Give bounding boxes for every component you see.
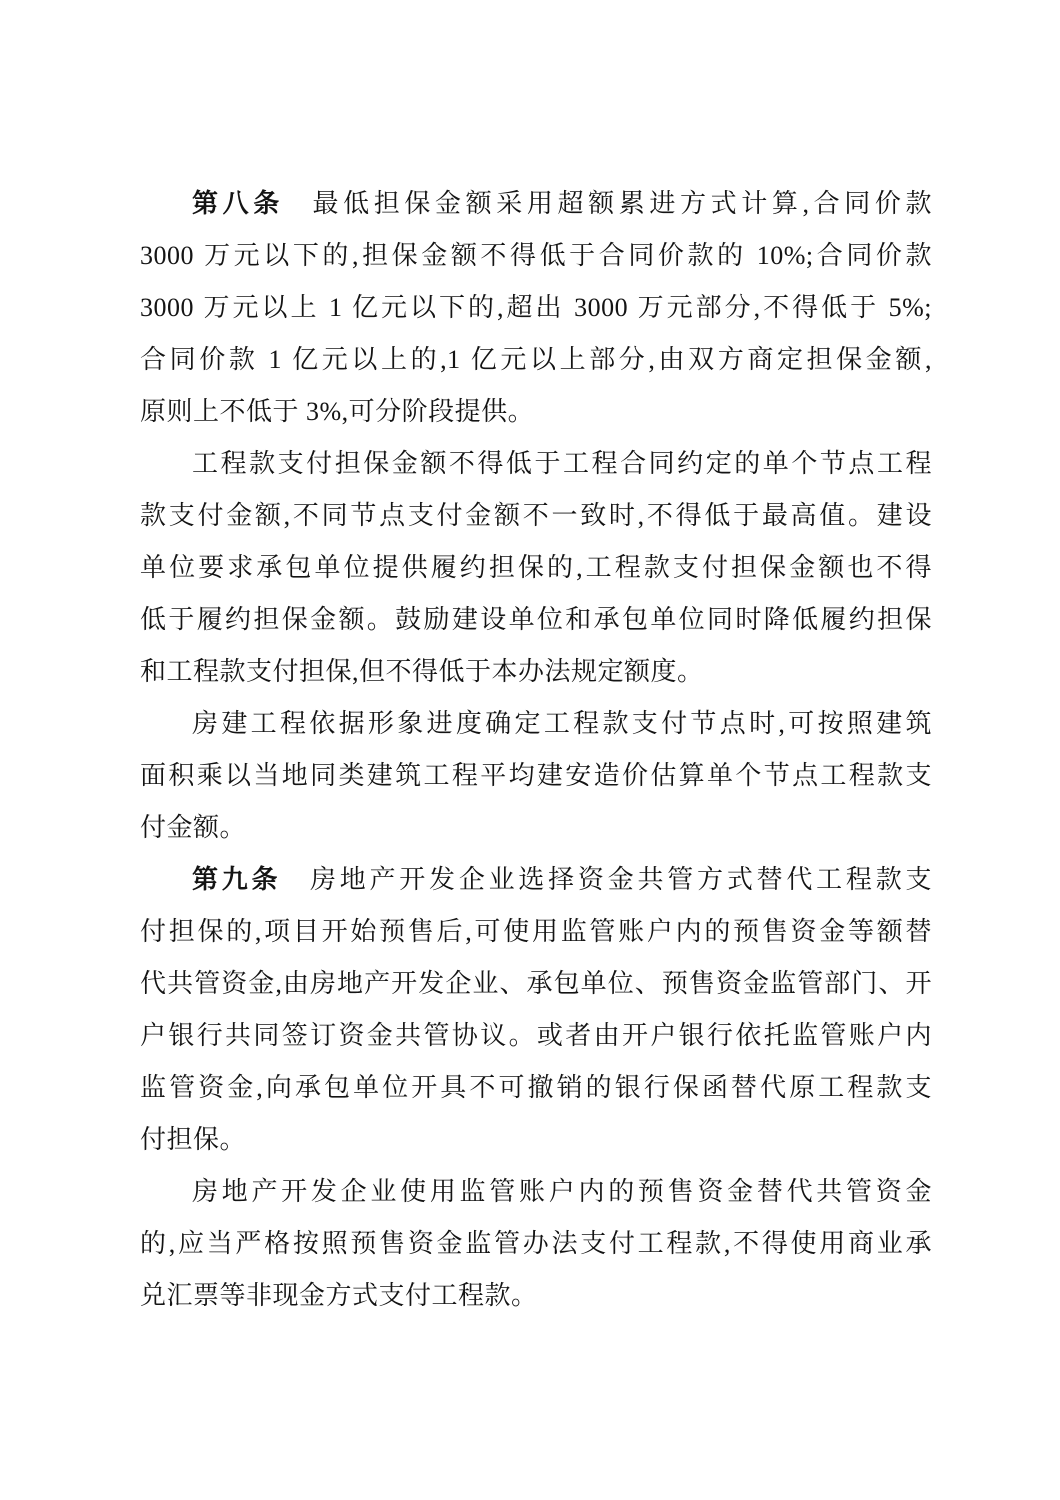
line-text: 房地产开发企业使用监管账户内的预售资金替代共管资金 bbox=[192, 1177, 932, 1206]
paragraph-line bbox=[140, 1270, 932, 1322]
paragraph-line bbox=[140, 646, 932, 698]
paragraph-line bbox=[140, 854, 932, 906]
line-text: 房地产开发企业选择资金共管方式替代工程款支 bbox=[309, 865, 932, 894]
line-text: 合同价款 1 亿元以上的,1 亿元以上部分,由双方商定担保金额, bbox=[140, 345, 932, 374]
paragraph-line bbox=[140, 386, 932, 438]
paragraph-line bbox=[140, 1114, 932, 1166]
line-text: 和工程款支付担保,但不得低于本办法规定额度。 bbox=[140, 657, 704, 686]
paragraph-line bbox=[140, 490, 932, 542]
line-text: 付担保的,项目开始预售后,可使用监管账户内的预售资金等额替 bbox=[140, 917, 932, 946]
paragraph-line bbox=[140, 542, 932, 594]
line-text: 付担保。 bbox=[140, 1125, 247, 1154]
paragraph-line bbox=[140, 1166, 932, 1218]
paragraph-line bbox=[140, 1062, 932, 1114]
paragraph-line bbox=[140, 178, 932, 230]
line-text: 的,应当严格按照预售资金监管办法支付工程款,不得使用商业承 bbox=[140, 1229, 932, 1258]
line-text: 监管资金,向承包单位开具不可撤销的银行保函替代原工程款支 bbox=[140, 1073, 932, 1102]
paragraph-line bbox=[140, 906, 932, 958]
paragraph-line bbox=[140, 958, 932, 1010]
line-text: 3000 万元以上 1 亿元以下的,超出 3000 万元部分,不得低于 5%; bbox=[140, 293, 932, 322]
paragraph-line bbox=[140, 1010, 932, 1062]
paragraph-line bbox=[140, 282, 932, 334]
paragraph-line bbox=[140, 594, 932, 646]
line-text: 最低担保金额采用超额累进方式计算,合同价款 bbox=[312, 189, 932, 218]
paragraph-line bbox=[140, 802, 932, 854]
paragraph-line bbox=[140, 230, 932, 282]
paragraph-line bbox=[140, 750, 932, 802]
line-text: 3000 万元以下的,担保金额不得低于合同价款的 10%;合同价款 bbox=[140, 241, 932, 270]
paragraph-line bbox=[140, 438, 932, 490]
paragraph-line bbox=[140, 334, 932, 386]
line-text: 单位要求承包单位提供履约担保的,工程款支付担保金额也不得 bbox=[140, 553, 932, 582]
line-text: 原则上不低于 3%,可分阶段提供。 bbox=[140, 397, 535, 426]
paragraph-line bbox=[140, 698, 932, 750]
paragraph-line bbox=[140, 1218, 932, 1270]
line-text: 工程款支付担保金额不得低于工程合同约定的单个节点工程 bbox=[192, 449, 932, 478]
line-text: 付金额。 bbox=[140, 813, 247, 842]
line-text: 款支付金额,不同节点支付金额不一致时,不得低于最高值。建设 bbox=[140, 501, 932, 530]
article-number: 第八条 bbox=[192, 189, 284, 218]
line-text: 面积乘以当地同类建筑工程平均建安造价估算单个节点工程款支 bbox=[140, 761, 932, 790]
line-text: 低于履约担保金额。鼓励建设单位和承包单位同时降低履约担保 bbox=[140, 605, 932, 634]
line-text: 兑汇票等非现金方式支付工程款。 bbox=[140, 1281, 538, 1310]
line-text: 房建工程依据形象进度确定工程款支付节点时,可按照建筑 bbox=[192, 709, 932, 738]
article-number: 第九条 bbox=[192, 865, 282, 894]
line-text: 代共管资金,由房地产开发企业、承包单位、预售资金监管部门、开 bbox=[140, 969, 932, 998]
document-text-block bbox=[140, 178, 932, 1322]
line-text: 户银行共同签订资金共管协议。或者由开户银行依托监管账户内 bbox=[140, 1021, 932, 1050]
